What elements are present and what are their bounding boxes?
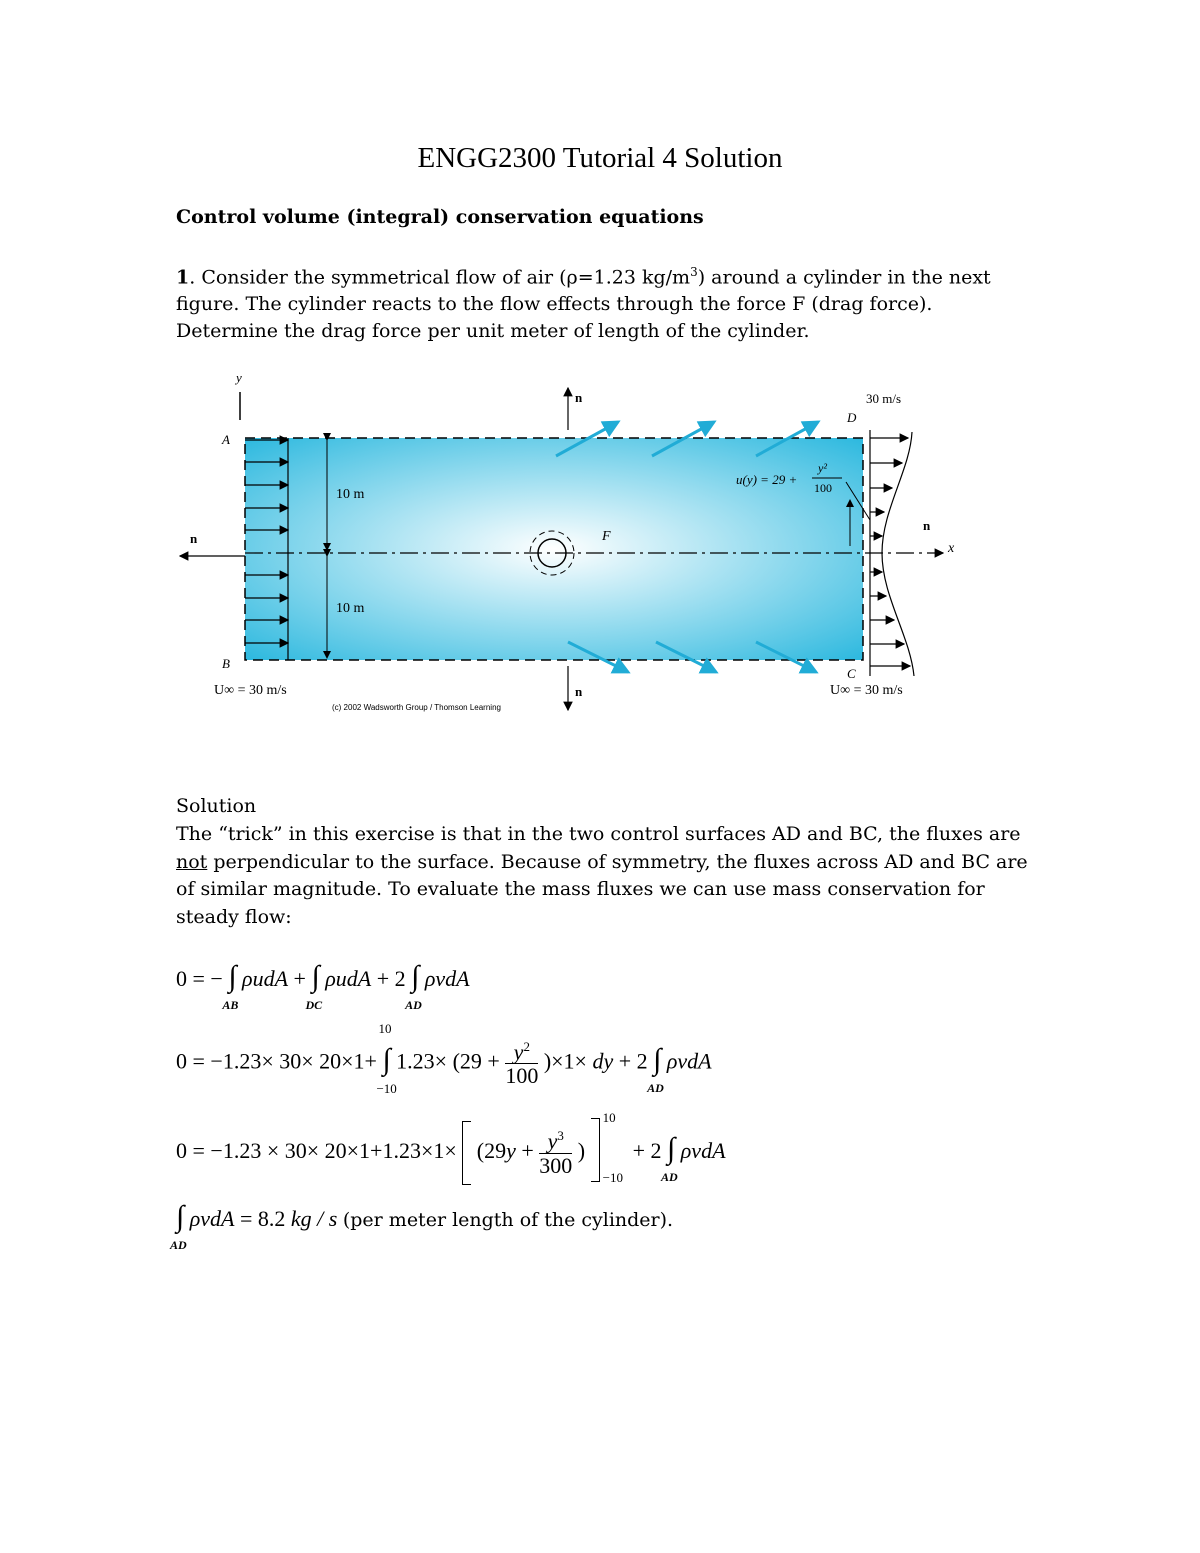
conclusion-line xyxy=(170,1200,674,1252)
eq2-lower-limit: −10 xyxy=(376,1080,397,1096)
eq3-body: (29 xyxy=(476,1138,507,1164)
conclusion-sub: AD xyxy=(170,1238,187,1252)
problem-text-2: ) around a cylinder in the next figure. The cylinder reacts to the flow effects through the force F (drag force). Determine the drag force per unit meter of length of the cylinder. xyxy=(176,266,991,343)
outlet-velocity-label: U∞ = 30 m/s xyxy=(830,683,903,698)
problem-number: 1 xyxy=(176,266,190,289)
equation-2 xyxy=(176,1020,712,1096)
eq1-sub-1: AB xyxy=(222,998,239,1012)
equation-3 xyxy=(176,1110,726,1188)
solution-label: Solution xyxy=(176,795,257,817)
conclusion-integral: ∫ xyxy=(176,1200,185,1233)
outlet-velocity-profile xyxy=(882,432,914,676)
profile-formula: u(y) = 29 + xyxy=(736,472,798,487)
eq3-term: ρvdA xyxy=(680,1138,726,1164)
point-c-label: C xyxy=(847,666,856,681)
normal-label-bottom: n xyxy=(575,684,583,699)
solution-text-2: perpendicular to the surface. Because of symmetry, the fluxes across AD and BC are of similar magnitude. To evaluate the mass fluxes we can use mass conservation for steady flow: xyxy=(176,850,1028,928)
section-heading: Control volume (integral) conservation equations xyxy=(176,206,704,228)
eq1-term-1: ρudA xyxy=(242,966,289,991)
eq3-fraction xyxy=(539,1129,572,1176)
eq3-denominator: 300 xyxy=(539,1152,573,1178)
eq3-left-bracket xyxy=(462,1121,471,1185)
eq2-plus: + 2 xyxy=(618,1048,648,1074)
solution-underlined: not xyxy=(176,850,208,873)
eq1-sub-2: DC xyxy=(305,998,323,1012)
conclusion-term: ρvdA xyxy=(189,1206,235,1231)
eq2-dy: dy xyxy=(592,1048,614,1074)
eq3-plus: + xyxy=(515,1138,534,1164)
eq2-lhs: 0 = −1.23× 30× 20×1+ xyxy=(176,1048,377,1074)
eq3-tail: + 2 xyxy=(632,1138,662,1164)
eq2-denominator: 100 xyxy=(505,1063,539,1089)
eq2-numerator-sup: 2 xyxy=(523,1039,530,1054)
eq1-lhs: 0 = − xyxy=(176,966,223,991)
problem-statement xyxy=(176,259,1036,345)
eq2-fraction xyxy=(505,1040,538,1087)
conclusion-units: kg / s xyxy=(290,1206,338,1231)
solution-text xyxy=(176,821,1036,931)
inlet-velocity-label: U∞ = 30 m/s xyxy=(214,683,287,698)
eq1-integral-1: ∫ xyxy=(228,960,237,993)
point-d-label: D xyxy=(847,410,857,425)
outlet-top-velocity: 30 m/s xyxy=(866,391,902,406)
eq3-sub: AD xyxy=(661,1170,678,1185)
eq2-sub: AD xyxy=(647,1080,664,1095)
eq2-body-1: 1.23× (29 + xyxy=(396,1048,500,1074)
equation-1 xyxy=(176,960,470,1012)
problem-superscript: 3 xyxy=(690,265,698,279)
eq3-numerator-sup: 3 xyxy=(557,1128,564,1144)
eq2-integral: ∫ xyxy=(382,1042,391,1076)
eq1-plus-1: + xyxy=(293,966,312,991)
eq3-integral: ∫ xyxy=(667,1132,676,1166)
eq2-term: ρvdA xyxy=(666,1048,712,1074)
eq3-lower-limit: −10 xyxy=(602,1170,623,1185)
problem-text-1: . Consider the symmetrical flow of air (ρ=1.23 kg/m xyxy=(189,266,691,289)
force-label: F xyxy=(602,529,611,544)
normal-label-left: n xyxy=(190,531,198,546)
x-axis-label: x xyxy=(948,541,955,556)
eq1-sub-3: AD xyxy=(405,998,422,1012)
eq2-upper-limit: 10 xyxy=(378,1020,392,1036)
eq3-numerator: y xyxy=(547,1128,558,1154)
y-axis-label: y xyxy=(236,370,242,385)
conclusion-note: (per meter length of the cylinder). xyxy=(342,1209,674,1231)
eq1-integral-3: ∫ xyxy=(411,960,420,993)
eq2-body-2: )×1× xyxy=(543,1048,587,1074)
eq3-y: y xyxy=(506,1138,516,1164)
point-b-label: B xyxy=(222,656,230,671)
lower-height-label: 10 m xyxy=(336,601,365,616)
page-title: ENGG2300 Tutorial 4 Solution xyxy=(417,142,783,174)
eq1-term-2: ρudA xyxy=(325,966,372,991)
point-a-label: A xyxy=(222,432,230,447)
profile-numerator: y² xyxy=(818,461,827,475)
normal-label-right: n xyxy=(923,518,931,533)
normal-label-top: n xyxy=(575,390,583,405)
profile-denominator: 100 xyxy=(814,481,832,495)
eq1-term-3: ρvdA xyxy=(424,966,470,991)
eq3-upper-limit: 10 xyxy=(602,1110,616,1125)
eq2-integral-2: ∫ xyxy=(653,1042,662,1076)
eq1-plus-2: + 2 xyxy=(376,966,406,991)
eq2-numerator: y xyxy=(513,1039,524,1065)
eq3-lhs: 0 = −1.23 × 30× 20×1+1.23×1× xyxy=(176,1138,457,1164)
flow-diagram xyxy=(170,360,970,720)
figure-copyright: (c) 2002 Wadsworth Group / Thomson Learning xyxy=(332,703,501,712)
eq3-right-bracket xyxy=(591,1118,600,1182)
upper-height-label: 10 m xyxy=(336,487,365,502)
eq3-close: ) xyxy=(577,1138,586,1164)
solution-text-1: The “trick” in this exercise is that in the two control surfaces AD and BC, the fluxes are xyxy=(176,823,1021,845)
eq1-integral-2: ∫ xyxy=(311,960,320,993)
conclusion-result: = 8.2 xyxy=(239,1206,286,1231)
